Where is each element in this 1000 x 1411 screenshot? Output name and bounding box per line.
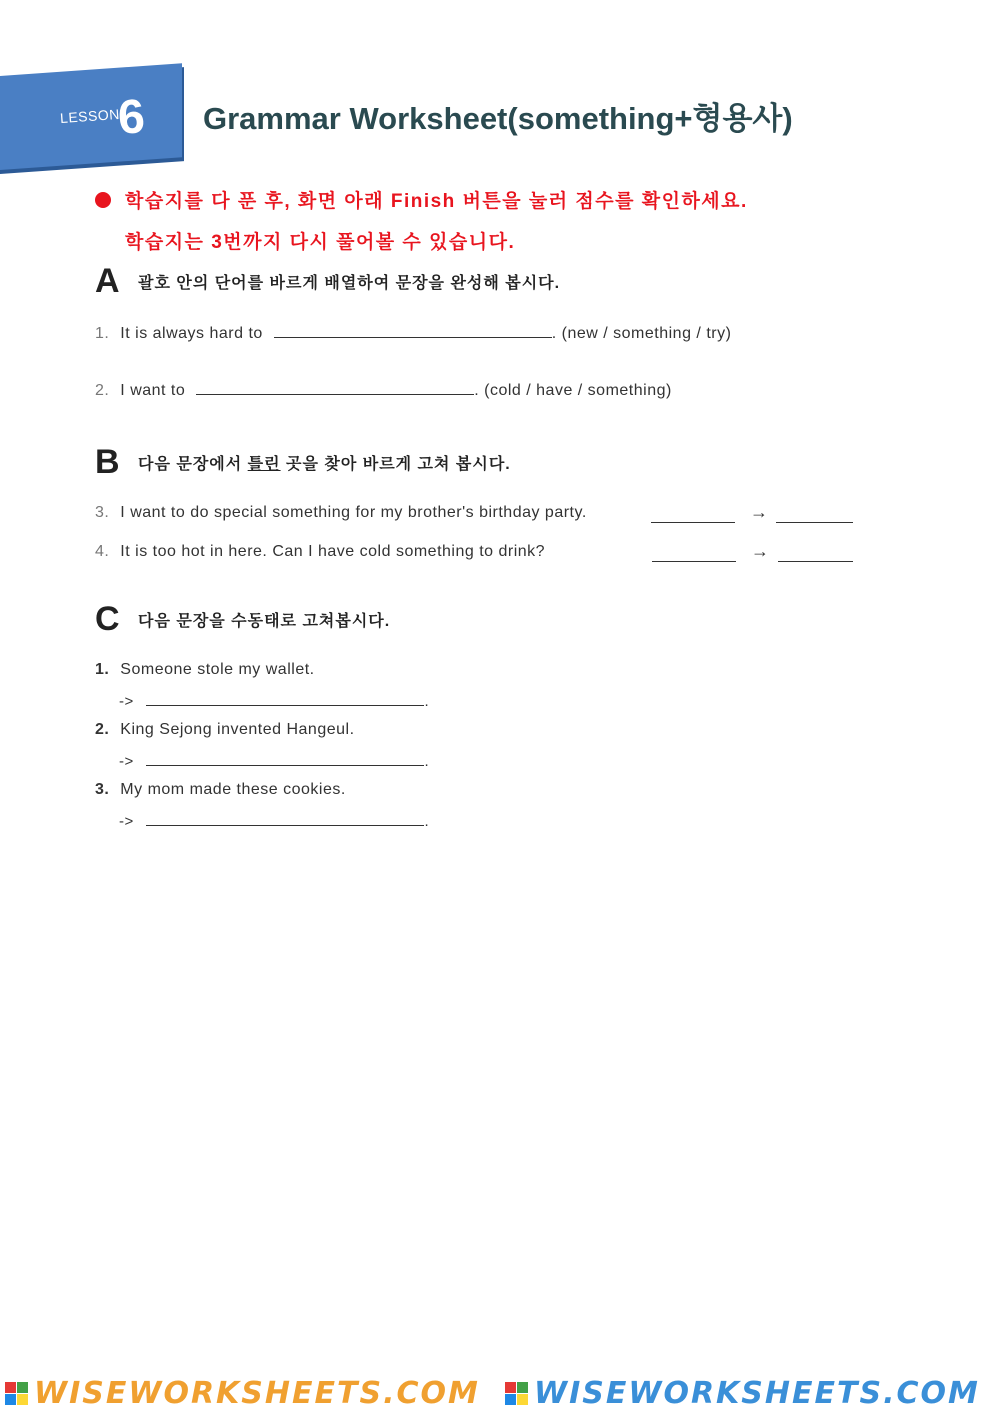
section-a-header xyxy=(95,262,560,301)
section-instruction: 괄호 안의 단어를 바르게 배열하여 문장을 완성해 봅시다. xyxy=(138,275,561,292)
underlined-word: 틀린 xyxy=(247,456,281,473)
answer-blank[interactable] xyxy=(274,323,552,338)
question-number: 3. xyxy=(95,504,110,521)
question-suffix: . (cold / have / something) xyxy=(474,382,672,399)
watermark-text-1: WISEWORKSHEETS.COM xyxy=(34,1376,480,1411)
question-c1 xyxy=(95,661,315,679)
question-number: 2. xyxy=(95,382,110,399)
answer-blank[interactable] xyxy=(146,691,424,706)
watermark-text-2: WISEWORKSHEETS.COM xyxy=(534,1376,980,1411)
bullet-icon xyxy=(95,192,111,208)
question-number: 2. xyxy=(95,721,110,738)
section-letter: C xyxy=(95,600,120,638)
arrow-icon: → xyxy=(750,502,768,522)
question-text: It is too hot in here. Can I have cold something to drink? xyxy=(120,543,546,560)
question-text: My mom made these cookies. xyxy=(120,781,346,798)
question-a1 xyxy=(95,323,731,343)
question-text: Someone stole my wallet. xyxy=(120,661,315,678)
question-text: King Sejong invented Hangeul. xyxy=(120,721,355,738)
lesson-number: 6 xyxy=(116,90,147,145)
question-suffix: . (new / something / try) xyxy=(551,325,732,342)
section-c-header xyxy=(95,600,390,639)
question-b4 xyxy=(95,543,545,561)
question-c3 xyxy=(95,781,346,799)
question-number: 3. xyxy=(95,781,110,798)
question-number: 1. xyxy=(95,325,110,342)
logo-icon xyxy=(505,1382,529,1406)
question-a2 xyxy=(95,380,672,400)
section-instruction: 다음 문장에서 틀린 곳을 찾아 바르게 고쳐 봅시다. xyxy=(138,456,511,473)
wrong-word-blank[interactable] xyxy=(652,547,736,562)
notice-line-1: 학습지를 다 푼 후, 화면 아래 Finish 버튼을 눌러 점수를 확인하세요. xyxy=(125,191,748,212)
answer-arrow: -> xyxy=(119,693,134,710)
question-number: 1. xyxy=(95,661,110,678)
question-prefix: I want to xyxy=(120,382,186,399)
answer-line-c1: -> . xyxy=(119,693,430,710)
question-b3 xyxy=(95,504,587,522)
lesson-badge xyxy=(0,86,182,156)
section-instruction: 다음 문장을 수동태로 고쳐봅시다. xyxy=(138,613,391,630)
answer-arrow: -> xyxy=(119,753,134,770)
answer-blank[interactable] xyxy=(196,380,474,395)
page-title: Grammar Worksheet(something+형용사) xyxy=(203,101,793,136)
instructions-notice xyxy=(95,186,748,254)
arrow-icon: → xyxy=(751,541,769,561)
logo-icon xyxy=(5,1382,29,1406)
answer-blank[interactable] xyxy=(146,811,424,826)
question-c2 xyxy=(95,721,355,739)
correction-blank[interactable] xyxy=(778,547,853,562)
question-text: I want to do special something for my brother's birthday party. xyxy=(120,504,587,521)
answer-arrow: -> xyxy=(119,813,134,830)
section-letter: B xyxy=(95,443,120,481)
question-prefix: It is always hard to xyxy=(120,325,263,342)
answer-line-c2: -> . xyxy=(119,753,430,770)
wrong-word-blank[interactable] xyxy=(651,508,735,523)
section-b-header xyxy=(95,443,511,482)
footer-watermark xyxy=(0,1376,1000,1411)
notice-line-2: 학습지는 3번까지 다시 풀어볼 수 있습니다. xyxy=(125,232,516,253)
correction-blank[interactable] xyxy=(776,508,853,523)
lesson-label: LESSON xyxy=(59,105,121,127)
section-letter: A xyxy=(95,262,120,300)
question-number: 4. xyxy=(95,543,110,560)
answer-line-c3: -> . xyxy=(119,813,430,830)
answer-blank[interactable] xyxy=(146,751,424,766)
